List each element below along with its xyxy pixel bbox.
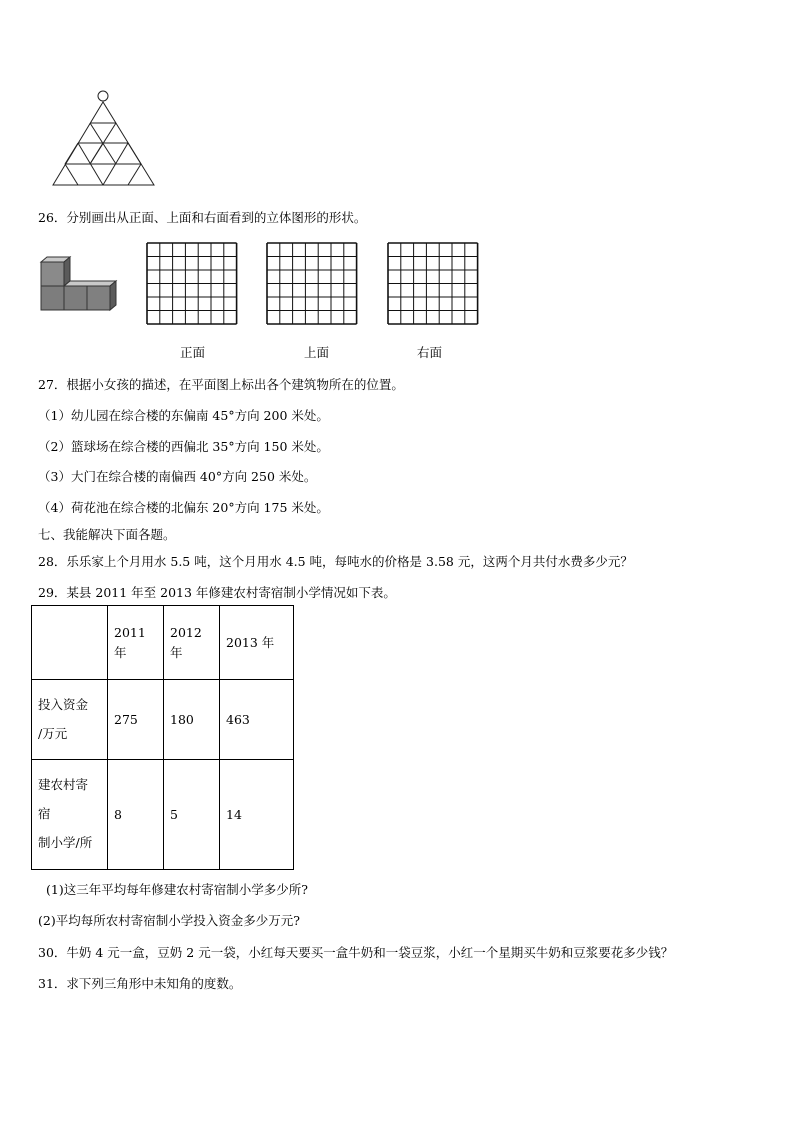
table-header: 2013 年 [220,606,294,680]
table-cell: 180 [164,680,220,760]
q27-item-3: （3）大门在综合楼的南偏西 40°方向 250 米处。 [38,469,317,484]
label-front: 正面 [180,345,206,360]
q27-item-4: （4）荷花池在综合楼的北偏东 20°方向 175 米处。 [38,500,329,515]
q29-sub1: (1)这三年平均每年修建农村寄宿制小学多少所? [46,882,308,897]
table-cell: 8 [108,760,164,870]
data-table [31,605,294,870]
q29-sub2: (2)平均每所农村寄宿制小学投入资金多少万元? [38,913,300,928]
label-top: 上面 [304,345,330,360]
q30-text: 30．牛奶 4 元一盒，豆奶 2 元一袋，小红每天要买一盒牛奶和一袋豆浆，小红一个星期买牛奶和豆浆要花多少钱？ [38,945,674,960]
table-header: 2011 年 [108,606,164,680]
grid-front[interactable] [146,242,238,326]
q28-text: 28．乐乐家上个月用水 5.5 吨，这个月用水 4.5 吨，每吨水的价格是 3.58 元，这两个月共付水费多少元？ [38,554,633,569]
table-row-label: 投入资金 /万元 [32,680,108,760]
grid-right[interactable] [387,242,479,326]
q26-text: 26．分别画出从正面、上面和右面看到的立体图形的形状。 [38,210,367,225]
table-row-label: 建农村寄 宿 制小学/所 [32,760,108,870]
table-cell: 463 [220,680,294,760]
cube-figure [38,256,120,314]
label-right: 右面 [417,345,443,360]
table-cell: 5 [164,760,220,870]
table-header: 2012 年 [164,606,220,680]
table-cell: 14 [220,760,294,870]
triangle-figure [48,88,160,190]
q27-item-1: （1）幼儿园在综合楼的东偏南 45°方向 200 米处。 [38,408,329,423]
table-header-blank [32,606,108,680]
section-heading: 七、我能解决下面各题。 [38,527,176,542]
q27-item-2: （2）篮球场在综合楼的西偏北 35°方向 150 米处。 [38,439,329,454]
q31-text: 31．求下列三角形中未知角的度数。 [38,976,242,991]
q27-text: 27．根据小女孩的描述，在平面图上标出各个建筑物所在的位置。 [38,377,404,392]
grid-top[interactable] [266,242,358,326]
table-cell: 275 [108,680,164,760]
q29-text: 29．某县 2011 年至 2013 年修建农村寄宿制小学情况如下表。 [38,585,396,600]
